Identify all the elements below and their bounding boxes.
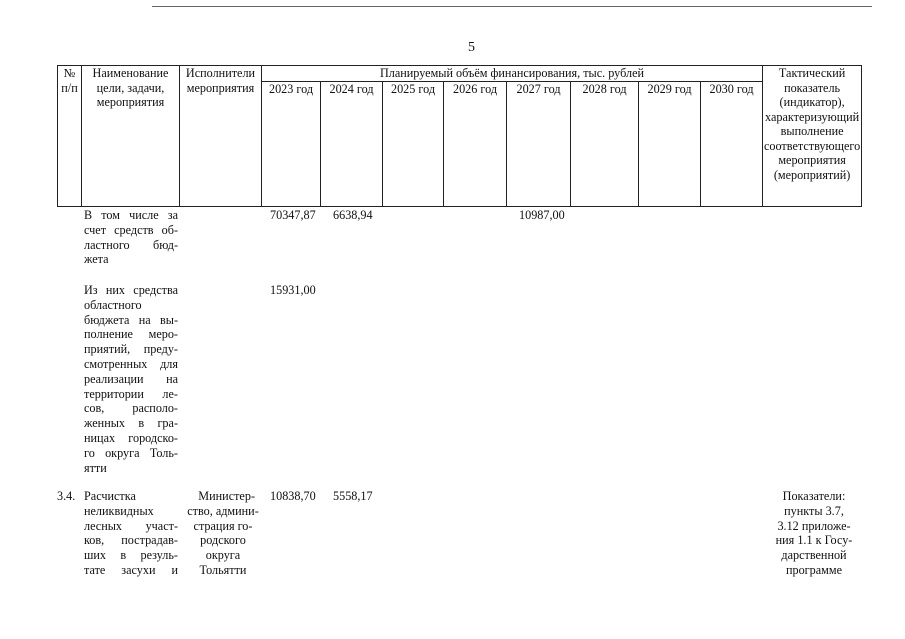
page-number: 5: [468, 40, 475, 55]
row1-name: В том числе за счет средств об- ластного бюд- жета: [84, 208, 178, 267]
header-indicator: Тактический показатель (индикатор), характеризующий выполнение соответствующего мероприятия (мероприятий): [763, 66, 862, 207]
header-year-2023: 2023 год: [262, 81, 321, 206]
row3-value-2024: 5558,17: [333, 489, 373, 503]
top-border-line: [152, 6, 872, 7]
row1-value-2024: 6638,94: [333, 208, 373, 222]
header-year-2029: 2029 год: [639, 81, 701, 206]
header-year-2030: 2030 год: [701, 81, 763, 206]
header-name: Наименование цели, задачи, мероприятия: [82, 66, 180, 207]
row1-value-2023: 70347,87: [270, 208, 316, 222]
header-no: № п/п: [58, 66, 82, 207]
row3-executors: Министер- ство, админи- страция го- родского округа Тольятти: [187, 489, 259, 577]
header-year-2028: 2028 год: [571, 81, 639, 206]
header-executors: Исполнители мероприятия: [180, 66, 262, 207]
row3-name: Расчистка неликвидных лесных участ- ков, пострадав- ших в резуль- тате засухи и: [84, 489, 178, 577]
header-year-2026: 2026 год: [444, 81, 507, 206]
row2-value-2023: 15931,00: [270, 283, 316, 297]
row3-number: 3.4.: [57, 489, 76, 503]
header-year-2025: 2025 год: [383, 81, 444, 206]
header-year-2024: 2024 год: [321, 81, 383, 206]
header-year-2027: 2027 год: [507, 81, 571, 206]
row3-value-2023: 10838,70: [270, 489, 316, 503]
header-funding: Планируемый объём финансирования, тыс. рублей: [262, 66, 763, 82]
row1-value-2027: 10987,00: [519, 208, 565, 222]
header-table: [57, 65, 862, 207]
row3-indicator: Показатели: пункты 3.7, 3.12 приложе- ния 1.1 к Госу- дарственной программе: [775, 489, 853, 577]
row2-name: Из них средства областного бюджета на вы- полнение меро- приятий, преду- смотренных для реализации на территории ле- сов, располо- женных в гра- ницах городско- го округа Толь- ятти: [84, 283, 178, 475]
